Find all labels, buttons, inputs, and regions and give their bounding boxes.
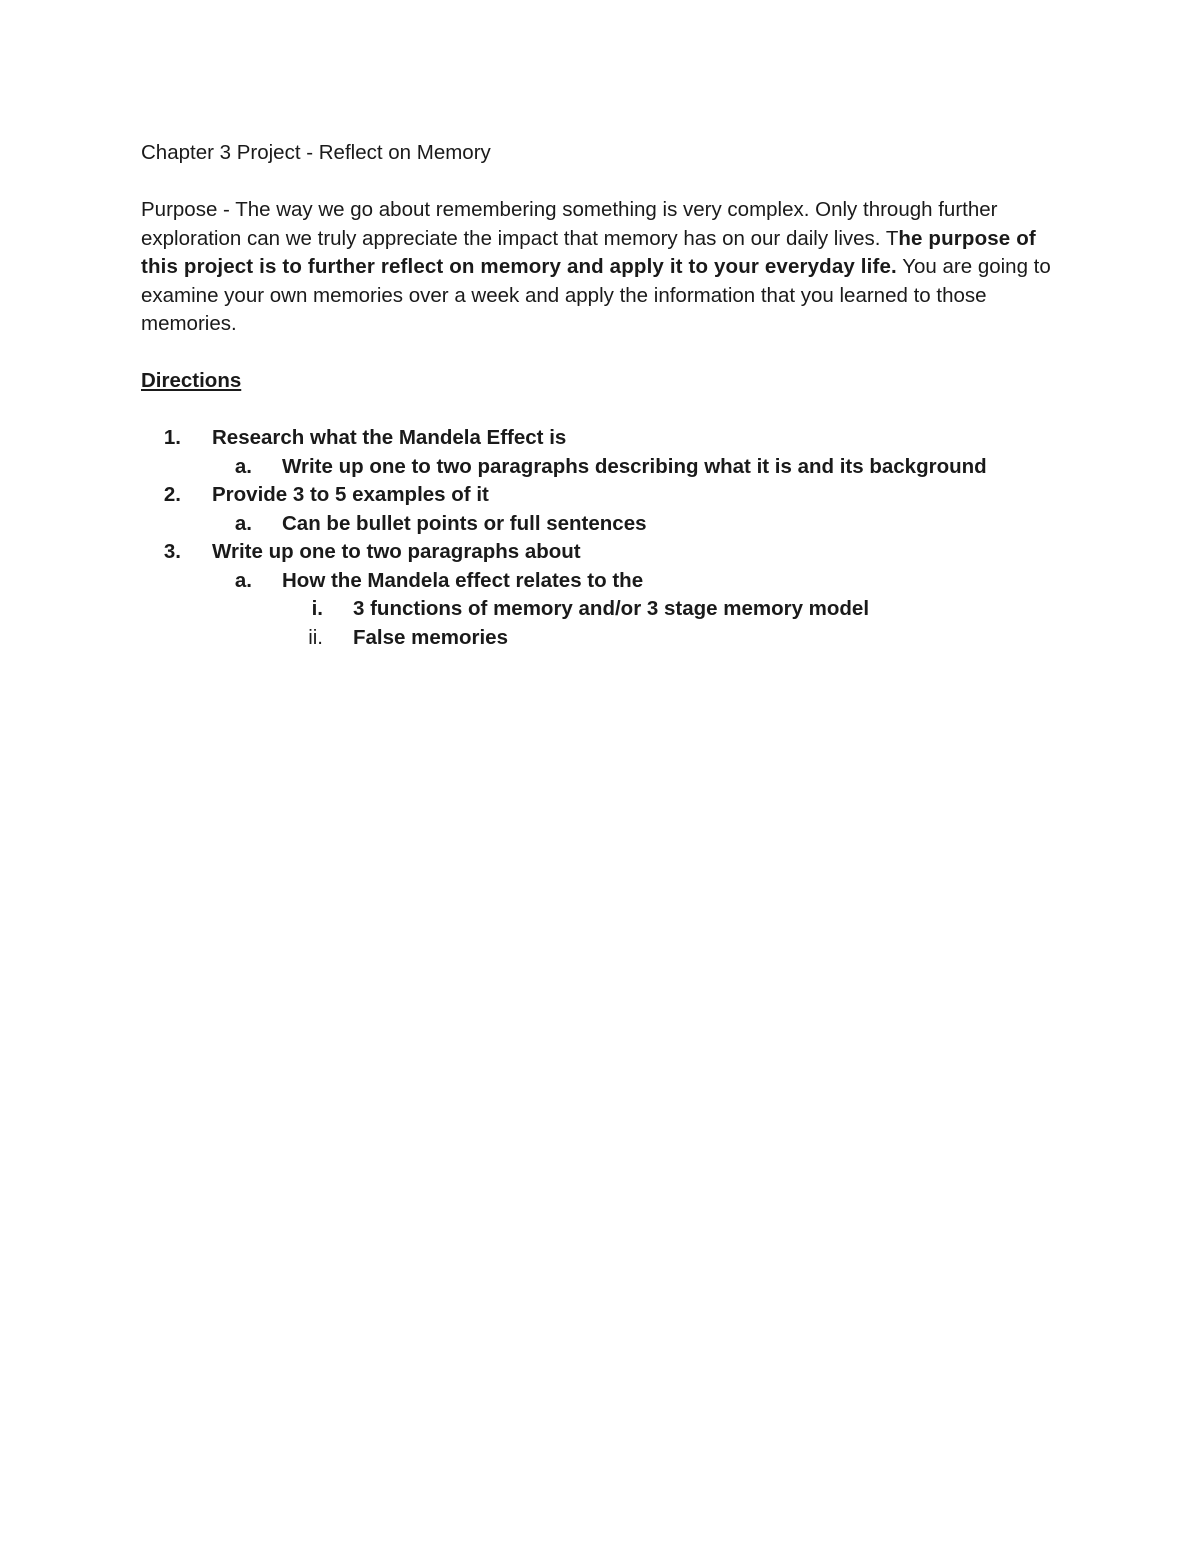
list-item-text: Research what the Mandela Effect is: [212, 426, 567, 449]
directions-list: [141, 424, 1061, 652]
purpose-bold-statement: he purpose of this project is to further reflect on memory and apply it to your everyday life.: [141, 226, 1036, 278]
document-title: Chapter 3 Project - Reflect on Memory: [141, 141, 491, 164]
purpose-paragraph: [141, 196, 1061, 339]
list-item-text: Provide 3 to 5 examples of it: [212, 483, 489, 506]
list-item-text: Write up one to two paragraphs describing what it is and its background: [282, 454, 987, 478]
directions-item: [141, 538, 1061, 567]
list-item-text: Can be bullet points or full sentences: [282, 511, 647, 535]
list-marker: a.: [234, 454, 252, 478]
list-item-text: Write up one to two paragraphs about: [212, 540, 581, 563]
directions-subitem: [141, 510, 1061, 539]
purpose-intro: Purpose - The way we go about remembering something is very complex. Only through further exploration can we truly appreciate the impact that memory has on our daily lives. T: [141, 198, 998, 250]
directions-item: [141, 424, 1061, 453]
list-item-text: False memories: [353, 625, 508, 649]
directions-subitem: [141, 567, 1061, 596]
directions-heading: Directions: [141, 369, 242, 392]
directions-subsubitem: [141, 595, 1061, 624]
list-marker: 2.: [163, 483, 181, 506]
directions-subitem: [141, 453, 1061, 482]
purpose-outro: You are going to examine your own memories over a week and apply the information that you learned to those memories.: [141, 255, 1051, 335]
list-marker: 1.: [163, 426, 181, 449]
document-page: [141, 139, 1061, 652]
list-marker: a.: [234, 568, 252, 592]
directions-subsubitem: [141, 624, 1061, 653]
list-marker: ii.: [308, 625, 323, 649]
list-item-text: 3 functions of memory and/or 3 stage memory model: [353, 597, 870, 620]
list-marker: 3.: [163, 540, 181, 563]
list-item-text: How the Mandela effect relates to the: [282, 568, 644, 592]
directions-item: [141, 481, 1061, 510]
list-marker: i.: [311, 597, 323, 620]
list-marker: a.: [234, 511, 252, 535]
